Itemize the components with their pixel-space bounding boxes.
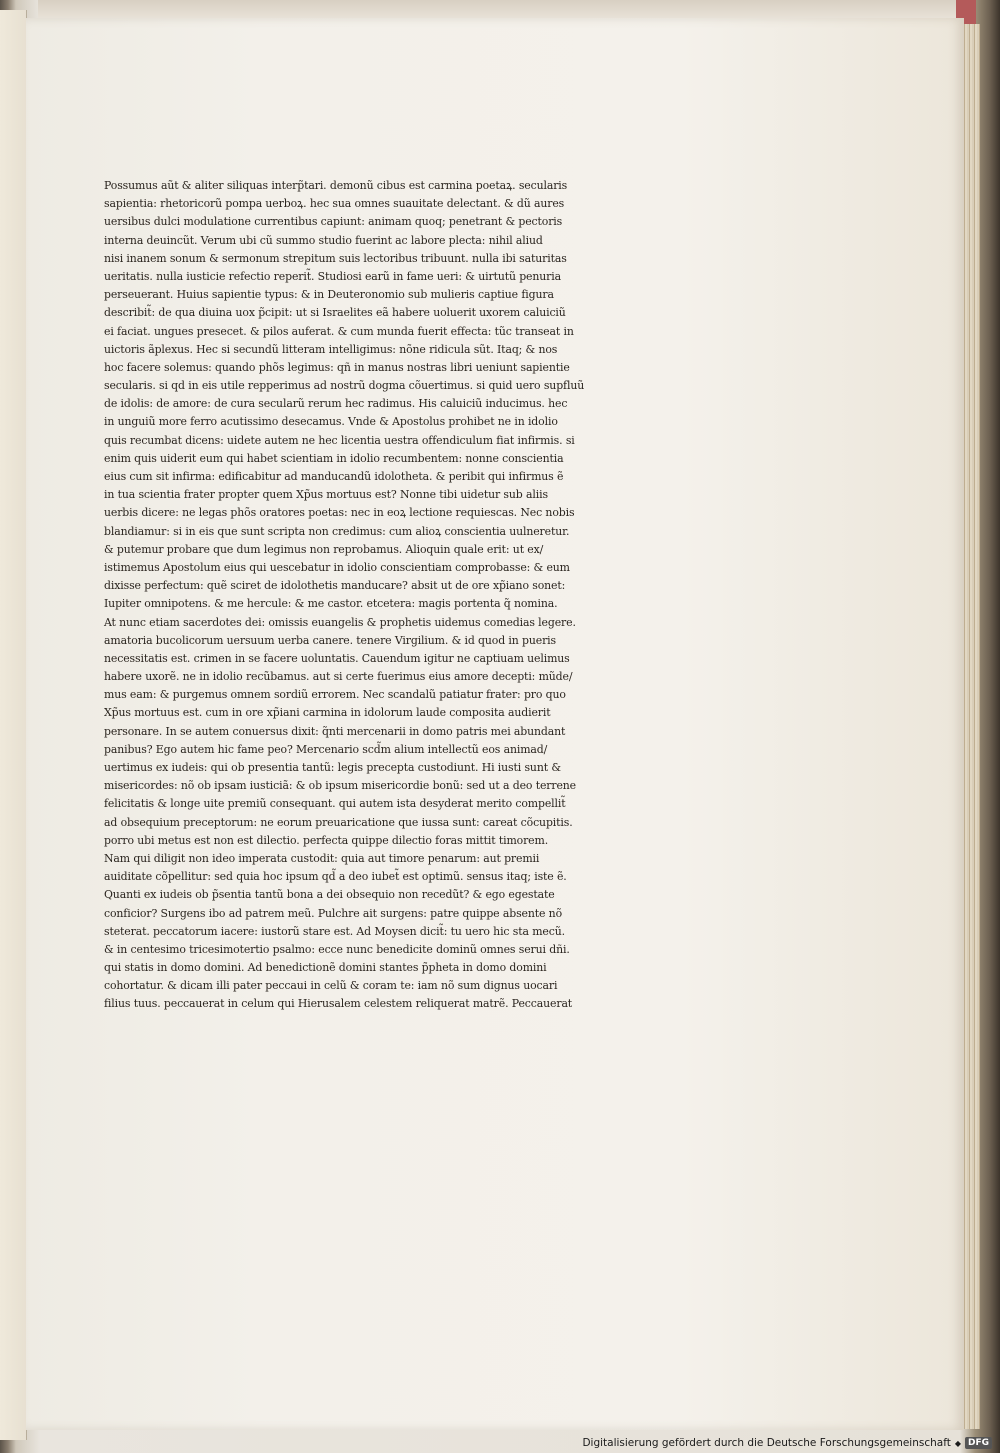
text-line: ad obsequium preceptorum: ne eorum preuaricatione que iussa sunt: careat cõcupitis. [104, 815, 573, 829]
text-line: At nunc etiam sacerdotes dei: omissis euangelis & prophetis uidemus comedias legere. [104, 615, 576, 629]
text-line: filius tuus. peccauerat in celum qui Hierusalem celestem reliquerat matrẽ. Peccauerat [104, 997, 573, 1011]
text-line: istimemus Apostolum eius qui uescebatur in idolio conscientiam comprobasse: & eum [104, 560, 570, 574]
text-line: necessitatis est. crimen in se facere uoluntatis. Cauendum igitur ne captiuam uelimus [104, 651, 570, 665]
text-line: describit̃: de qua diuina uox p̃cipit: ut si Israelites eã habere uoluerit uxorem caluiciũ [104, 306, 566, 320]
text-line: sapientia: rhetoricorũ pompa uerboꝝ. hec sua omnes suauitate delectant. & dũ aures [104, 197, 565, 211]
text-line: panibus? Ego autem hic fame peo? Mercenario scd̃m alium intellectũ eos animad/ [104, 742, 548, 756]
text-line: mus eam: & purgemus omnem sordiũ errorem. Nec scandalũ patiatur frater: pro quo [104, 688, 566, 702]
text-line: felicitatis & longe uite premiũ consequant. qui autem ista desyderat merito compellit̃ [104, 797, 566, 811]
text-line: porro ubi metus est non est dilectio. perfecta quippe dilectio foras mittit timorem. [104, 833, 549, 847]
text-line: perseuerant. Huius sapientie typus: & in Deuteronomio sub mulieris captiue figura [104, 288, 554, 302]
text-line: misericordes: nõ ob ipsam iusticiã: & ob ipsum misericordie bonũ: sed ut a deo terrene [104, 779, 576, 793]
dfg-logo: DFG [965, 1437, 992, 1449]
text-line: Xp̃us mortuus est. cum in ore xp̃iani carmina in idolorum laude composita audierit [104, 706, 551, 720]
text-line: uictoris ãplexus. Hec si secundũ litteram intelligimus: nõne ridicula sũt. Itaq; & nos [104, 342, 558, 356]
text-line: enim quis uiderit eum qui habet scientiam in idolio recumbentem: nonne conscientia [104, 451, 564, 465]
text-line: steterat. peccatorum iacere: iustorũ stare est. Ad Moysen dicit̃: tu uero hic sta mecũ. [104, 924, 565, 938]
text-line: conficior? Surgens ibo ad patrem meũ. Pulchre ait surgens: patre quippe absente nõ [104, 906, 563, 920]
text-line: & in centesimo tricesimotertio psalmo: ecce nunc benedicite dominũ omnes serui dñi. [104, 942, 570, 956]
text-line: uersibus dulci modulatione currentibus capiunt: animam quoq; penetrant & pectoris [104, 215, 563, 229]
text-line: hoc facere solemus: quando phõs legimus: qñ in manus nostras libri ueniunt sapientie [104, 360, 570, 374]
text-line: interna deuincũt. Verum ubi cũ summo studio fuerint ac labore plecta: nihil aliud [104, 233, 543, 247]
credit-text: Digitalisierung gefördert durch die Deutsche Forschungsgemeinschaft [582, 1437, 951, 1449]
text-line: cohortatur. & dicam illi pater peccaui in celũ & coram te: iam nõ sum dignus uocari [104, 979, 558, 993]
text-line: secularis. si qd in eis utile repperimus ad nostrũ dogma cõuertimus. si quid uero supfluũ [104, 379, 585, 393]
text-line: ueritatis. nulla iusticie refectio reperit̃. Studiosi earũ in fame ueri: & uirtutũ penuria [104, 269, 561, 283]
text-line: Possumus aũt & aliter siliquas interp̃tari. demonũ cibus est carmina poetaꝝ. secularis [104, 179, 568, 192]
text-line: in unguiũ more ferro acutissimo desecamus. Vnde & Apostolus prohibet ne in idolio [104, 415, 558, 429]
text-line: Quanti ex iudeis ob p̃sentia tantũ bona a dei obsequio non recedũt? & ego egestate [104, 888, 555, 902]
text-line: Iupiter omnipotens. & me hercule: & me castor. etcetera: magis portenta q̃ nomina. [104, 597, 558, 611]
text-line: nisi inanem sonum & sermonum strepitum suis lectoribus tribuunt. nulla ibi saturitas [104, 251, 567, 265]
text-line: eius cum sit infirma: edificabitur ad manducandũ idolotheta. & peribit qui infirmus ẽ [104, 470, 564, 483]
text-line: de idolis: de amore: de cura secularũ rerum hec radimus. His caluiciũ inducimus. hec [104, 397, 568, 411]
text-line: auiditate cõpellitur: sed quia hoc ipsum qd̃ a deo iubet̃ est optimũ. sensus itaq; iste ẽ. [104, 870, 567, 884]
text-line: qui statis in domo domini. Ad benedictionẽ domini stantes p̃pheta in domo domini [104, 961, 547, 975]
text-line: amatoria bucolicorum uersuum uerba canere. tenere Virgilium. & id quod in pueris [104, 633, 557, 647]
text-line: dixisse perfectum: quẽ sciret de idolothetis manducare? absit ut de ore xp̃iano sonet: [104, 579, 566, 593]
text-line: in tua scientia frater propter quem Xp̃us mortuus est? Nonne tibi uidetur sub aliis [104, 488, 548, 502]
text-line: Nam qui diligit non ideo imperata custodit: quia aut timore penarum: aut premii [104, 851, 540, 865]
text-line: uertimus ex iudeis: qui ob presentia tantũ: legis precepta custodiunt. Hi iusti sunt & [104, 761, 561, 774]
body-text [104, 177, 684, 1014]
text-line: blandiamur: si in eis que sunt scripta non credimus: cum alioꝝ conscientia uulneretur. [104, 524, 570, 538]
text-line: habere uxorẽ. ne in idolio recũbamus. aut si certe fuerimus eius amore decepti: mũde/ [104, 670, 573, 684]
digitization-credit: Digitalisierung gefördert durch die Deutsche Forschungsgemeinschaft ◆ DFG [582, 1437, 992, 1449]
text-line: personare. In se autem conuersus dixit: q̃nti mercenarii in domo patris mei abundant [104, 724, 566, 738]
facing-page-edge [0, 10, 27, 1440]
text-line: quis recumbat dicens: uidete autem ne hec licentia uestra offendiculum fiat infirmis. si [104, 433, 575, 447]
text-line: uerbis dicere: ne legas phõs oratores poetas: nec in eoꝝ lectione requiescas. Nec nobis [104, 506, 575, 520]
text-line: ei faciat. ungues presecet. & pilos auferat. & cum munda fuerit effecta: tũc transeat in [104, 324, 574, 338]
page-stack-edge [962, 24, 980, 1429]
text-line: & putemur probare que dum legimus non reprobamus. Alioquin quale erit: ut ex/ [104, 542, 544, 556]
